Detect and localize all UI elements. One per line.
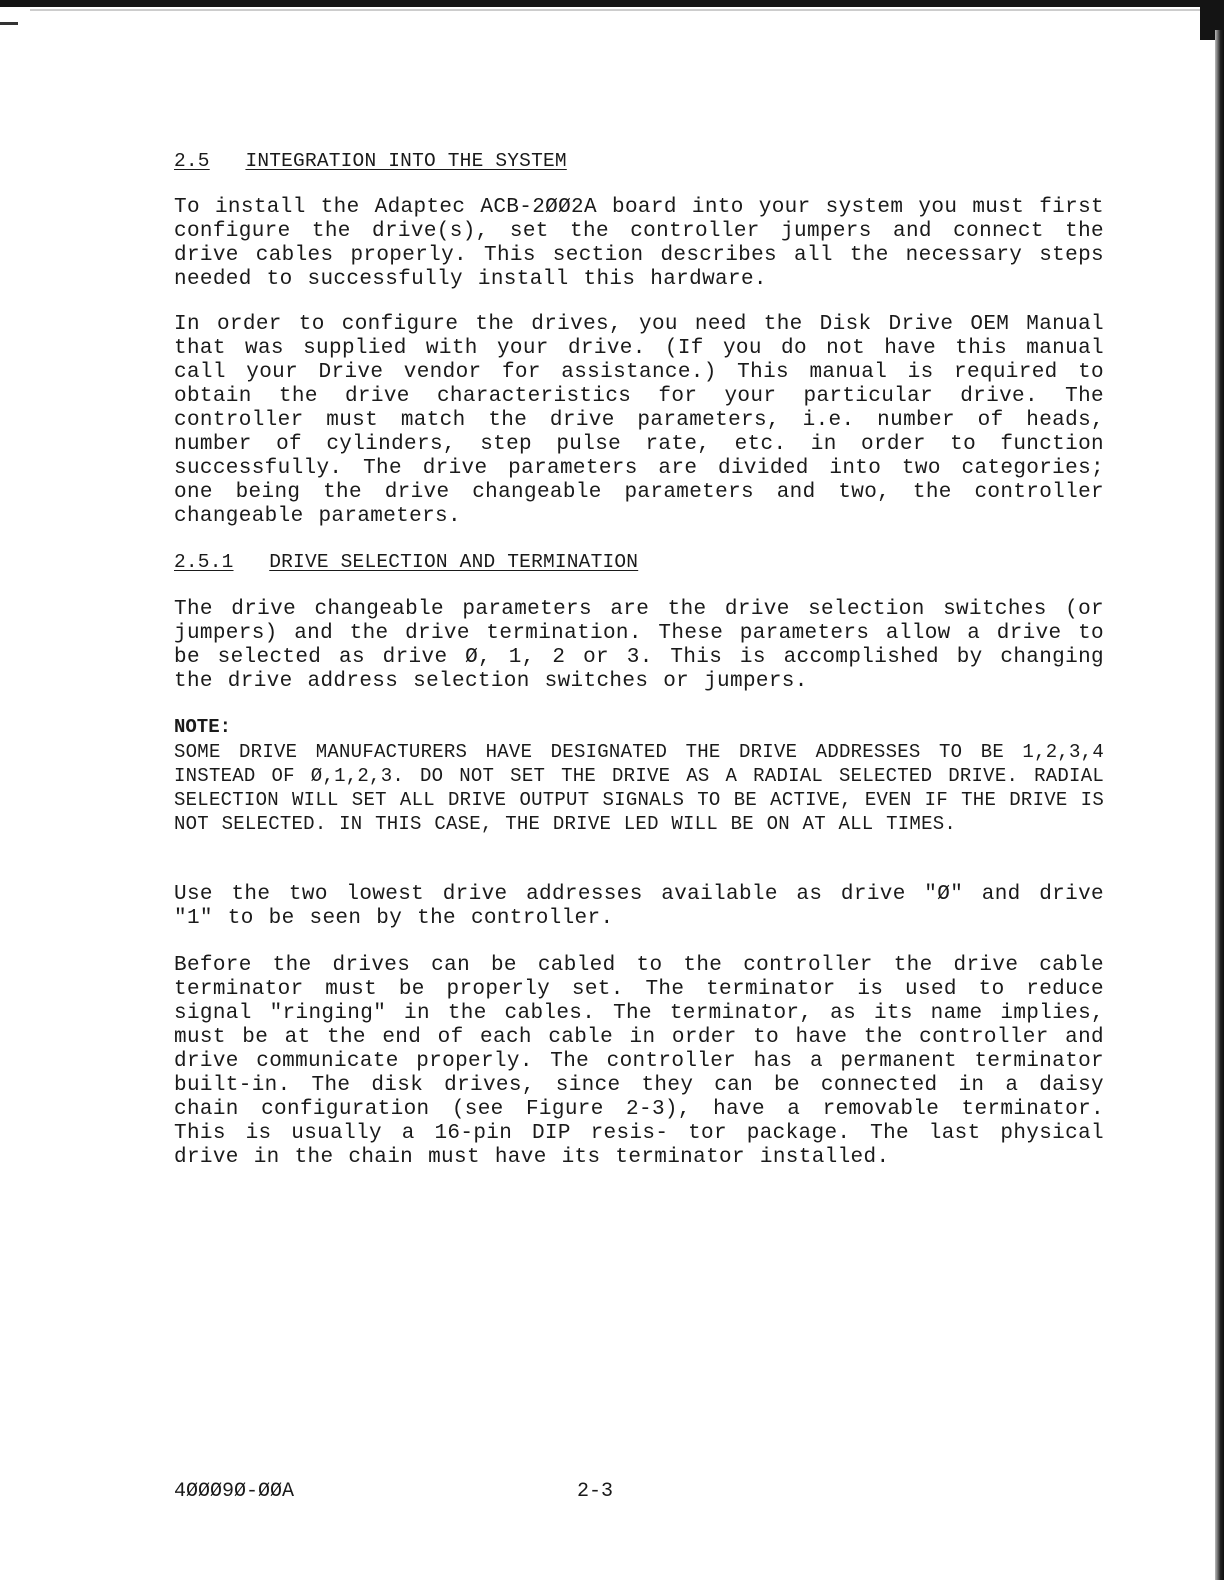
- subsection-title: DRIVE SELECTION AND TERMINATION: [269, 551, 639, 573]
- terminator-paragraph: Before the drives can be cabled to the controller the drive cable terminator must be properly set. The terminator is used to reduce signal "ringing" in the cables. The terminator, as its name implies, must be at the end of each cable in order to have the controller and drive communicate properly. The controller has a permanent terminator built-in. The disk drives, since they can be connected in a daisy chain configuration (see Figure 2-3), have a removable terminator. This is usually a 16-pin DIP resis- tor package. The last physical drive in the chain must have its terminator installed.: [174, 954, 1104, 1169]
- section-number: 2.5: [174, 150, 210, 172]
- footer-page-number: 2-3: [577, 1480, 614, 1503]
- selection-paragraph: The drive changeable parameters are the drive selection switches (or jumpers) and the drive termination. These parameters allow a drive to be selected as drive Ø, 1, 2 or 3. This is accomplished by changing the drive address selection switches or jumpers.: [174, 598, 1104, 693]
- scan-border-top: [0, 0, 1224, 7]
- note-text: SOME DRIVE MANUFACTURERS HAVE DESIGNATED THE DRIVE ADDRESSES TO BE 1,2,3,4 INSTEAD OF Ø,1,2,3. DO NOT SET THE DRIVE AS A RADIAL SELECTED DRIVE. RADIAL SELECTION WILL SET ALL DRIVE OUTPUT SIGNALS TO BE ACTIVE, EVEN IF THE DRIVE IS NOT SELECTED. IN THIS CASE, THE DRIVE LED WILL BE ON AT ALL TIMES.: [174, 741, 1104, 835]
- intro-paragraph: To install the Adaptec ACB-2ØØ2A board into your system you must first configure the drive(s), set the controller jumpers and connect the drive cables properly. This section describes all the necessary steps needed to successfully install this hardware.: [174, 196, 1104, 291]
- subsection-number: 2.5.1: [174, 551, 234, 573]
- scan-border-shadow: [30, 9, 1200, 11]
- note-label: NOTE:: [174, 716, 232, 738]
- footer-document-number: 4ØØØ9Ø-ØØA: [174, 1480, 295, 1503]
- subsection-heading: [174, 551, 638, 573]
- addresses-paragraph: Use the two lowest drive addresses available as drive "Ø" and drive "1" to be seen by the controller.: [174, 883, 1104, 930]
- section-title: INTEGRATION INTO THE SYSTEM: [245, 150, 567, 172]
- scan-border-right: [1215, 30, 1224, 1580]
- section-heading: [174, 150, 567, 172]
- configure-paragraph: In order to configure the drives, you need the Disk Drive OEM Manual that was supplied with your drive. (If you do not have this manual call your Drive vendor for assistance.) This manual is required to obtain the drive characteristics for your particular drive. The controller must match the drive parameters, i.e. number of heads, number of cylinders, step pulse rate, etc. in order to function successfully. The drive parameters are divided into two categories; one being the drive changeable parameters and two, the controller changeable parameters.: [174, 313, 1104, 528]
- scan-mark: [0, 22, 18, 25]
